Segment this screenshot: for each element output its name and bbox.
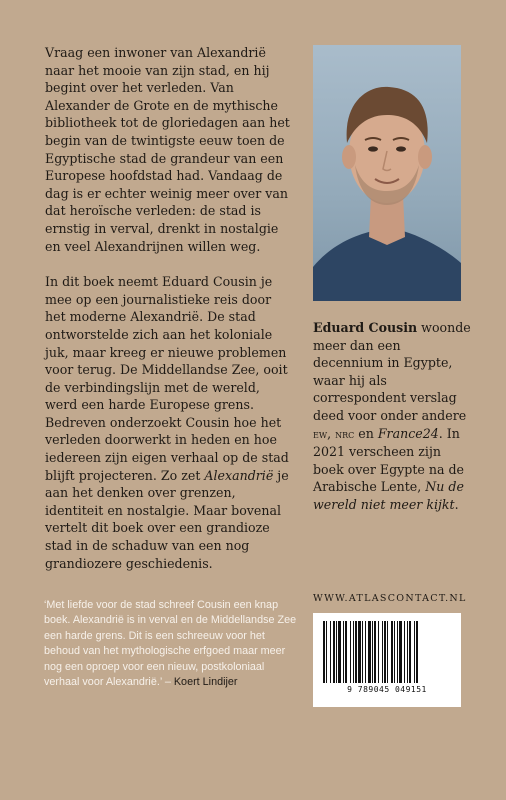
author-bio-text	[313, 319, 473, 514]
back-cover-blurb	[45, 44, 295, 590]
barcode-bar	[372, 621, 373, 683]
publisher-url: WWW.ATLASCONTACT.NL	[313, 593, 467, 604]
blurb-p2-start: In dit boek neemt Eduard Cousin je mee op een journalistieke reis door het moderne Alexandrië. De stad ontworstelde zich aan het koloniale juk, maar kreeg er nieuwe problemen voor terug. De Middellandse Zee, ooit de verbindingslijn met de wereld, werd een harde Europese grens. Bedreven onderzoekt Cousin hoe het verleden doorwerkt in heden en hoe iedereen zijn eigen verhaal op de stad blijft projecteren. Zo zet	[45, 274, 289, 483]
barcode-bar	[362, 621, 363, 683]
outlet-nrc: nrc	[335, 427, 355, 441]
barcode-bar	[414, 621, 415, 683]
barcode-bar	[365, 621, 366, 683]
bio-text-2: . In 2021 verscheen zijn boek over Egypte na de Arabische Lente,	[313, 425, 464, 495]
barcode-bar	[343, 621, 344, 683]
barcode-bar	[358, 621, 361, 683]
barcode-bar	[336, 621, 337, 683]
barcode-bar	[397, 621, 398, 683]
bio-sep-2: en	[354, 425, 378, 441]
barcode-bar	[391, 621, 393, 683]
blurb-book-title: Alexandrië	[204, 467, 274, 483]
barcode-bar	[333, 621, 335, 683]
barcode-bar	[350, 621, 351, 683]
isbn-number: 9 789045 049151	[347, 685, 427, 694]
barcode-bar	[387, 621, 388, 683]
barcode-bar	[345, 621, 347, 683]
barcode-bar	[368, 621, 371, 683]
review-quote	[44, 598, 302, 690]
blurb-paragraph-2	[45, 273, 295, 572]
barcode-bar	[382, 621, 383, 683]
barcode-bar	[323, 621, 325, 683]
bio-text-1: woonde meer dan een decennium in Egypte, waar hij als correspondent verslag deed voor onder andere	[313, 320, 471, 423]
outlet-france24: France24	[377, 425, 439, 441]
barcode-bar	[330, 621, 331, 683]
barcode-bar	[378, 621, 379, 683]
barcode-bar	[374, 621, 376, 683]
blurb-p2-end: je aan het denken over grenzen, identiteit en nostalgie. Maar bovenal vertelt dit boek over een grandioze stad in de schaduw van een nog grandiozere geschiedenis.	[45, 467, 289, 571]
blurb-paragraph-1: Vraag een inwoner van Alexandrië naar het mooie van zijn stad, en hij begint over het verleden. Van Alexander de Grote en de mythische bibliotheek tot de gloriedagen aan het begin van de twintigste eeuw toen de Egyptische stad de grandeur van een Europese hoofdstad had. Vandaag de dag is er echter weinig meer over van dat heroïsche verleden: de stad is ernstig in verval, drenkt in nostalgie en veel Alexandrijnen willen weg.	[45, 45, 290, 254]
bio-sep-1: ,	[327, 425, 336, 441]
author-name: Eduard Cousin	[313, 320, 418, 335]
barcode-bar	[407, 621, 408, 683]
outlet-ew: ew	[313, 427, 328, 441]
barcode-bar	[416, 621, 418, 683]
barcode-bar	[399, 621, 402, 683]
quote-dash: –	[161, 676, 174, 689]
barcode-bar	[394, 621, 395, 683]
barcode-bar	[338, 621, 341, 683]
barcode-bar	[404, 621, 405, 683]
previous-book-title: Nu de wereld niet meer kijkt	[313, 479, 464, 512]
quote-text: ‘Met liefde voor de stad schreef Cousin een knap boek. Alexandrië is in verval en de Middellandse Zee een harde grens. Dit is een schreeuw voor het behoud van het mythologische erfgoed maar meer nog een oproep voor een nieuw, postkoloniaal verhaal voor Alexandrië.’	[44, 599, 297, 689]
barcode-bar	[384, 621, 386, 683]
author-bio	[313, 319, 473, 514]
barcode-bar	[353, 621, 354, 683]
barcode-bar	[409, 621, 411, 683]
barcode-bar	[355, 621, 357, 683]
author-photo	[313, 45, 461, 301]
quote-author: Koert Lindijer	[173, 676, 238, 689]
isbn-barcode	[313, 613, 461, 707]
barcode-bar	[326, 621, 327, 683]
bio-text-3: .	[454, 496, 459, 512]
